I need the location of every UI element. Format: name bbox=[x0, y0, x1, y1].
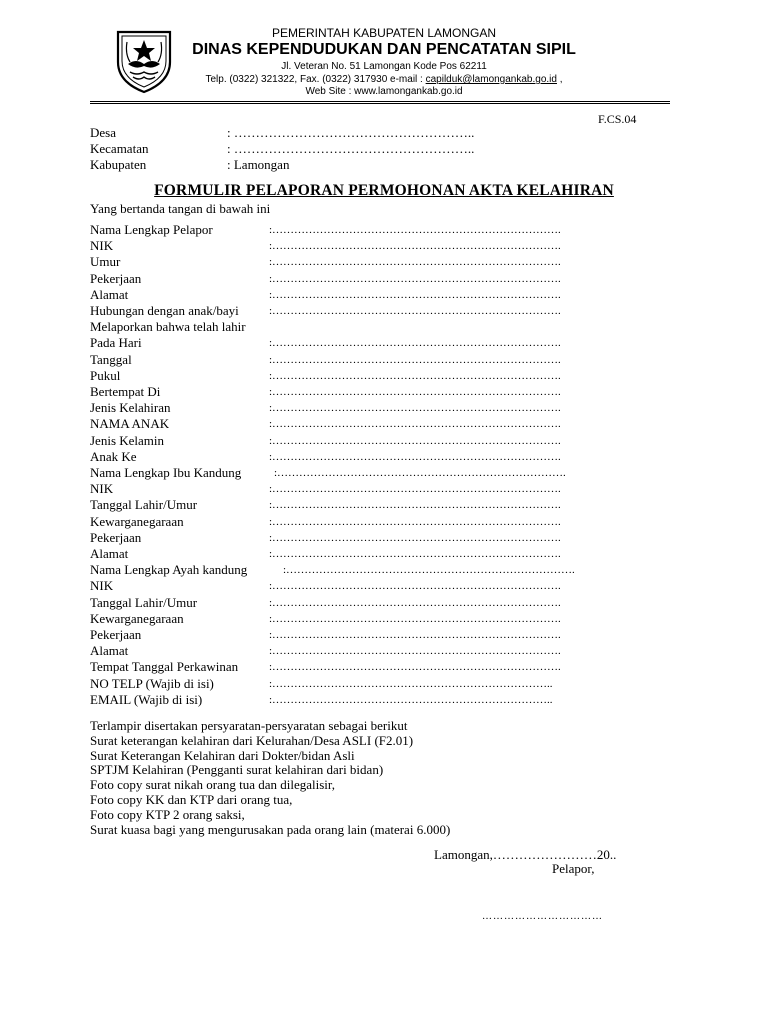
field-label: NIK bbox=[90, 578, 114, 594]
field-input-line[interactable]: :……………………………………………………………………. bbox=[269, 596, 561, 609]
field-label: Umur bbox=[90, 254, 121, 270]
field-input-line[interactable]: :……………………………………………………………………. bbox=[269, 288, 561, 301]
field-input-line[interactable]: :……………………………………………………………………. bbox=[269, 515, 561, 528]
attachment-item: Surat keterangan kelahiran dari Kelurahan/Desa ASLI (F2.01) bbox=[90, 732, 414, 748]
field-input-line[interactable]: :……………………………………………………………………. bbox=[269, 353, 561, 366]
government-name: PEMERINTAH KABUPATEN LAMONGAN bbox=[271, 26, 497, 40]
field-label: Nama Lengkap Ayah kandung bbox=[90, 562, 248, 578]
field-input-line[interactable]: :……………………………………………………………………. bbox=[269, 499, 561, 512]
field-label: NIK bbox=[90, 481, 114, 497]
field-label: Alamat bbox=[90, 546, 129, 561]
agency-address: Jl. Veteran No. 51 Lamongan Kode Pos 62211 bbox=[281, 61, 487, 72]
location-value[interactable]: : Lamongan bbox=[227, 157, 290, 172]
field-label: NAMA ANAK bbox=[90, 416, 170, 432]
field-input-line[interactable]: :……………………………………………………………………. bbox=[269, 240, 561, 253]
signature-place-date: Lamongan,……………………20.. bbox=[434, 847, 617, 862]
field-input-line[interactable]: :……………………………………………………………………. bbox=[269, 629, 561, 641]
location-label: Desa bbox=[90, 125, 116, 140]
field-input-line[interactable]: :……………………………………………………………………. bbox=[269, 337, 561, 350]
field-input-line[interactable]: :……………………………………………………………………. bbox=[269, 661, 561, 674]
field-input-line[interactable]: :………………………………………………………………….. bbox=[269, 677, 553, 690]
field-input-line[interactable]: :………………………………………………………………….. bbox=[269, 693, 553, 706]
attachment-item: Foto copy KTP 2 orang saksi, bbox=[90, 806, 245, 822]
field-label: Pekerjaan bbox=[90, 270, 142, 286]
field-input-line[interactable]: :……………………………………………………………………. bbox=[269, 434, 561, 447]
agency-contact bbox=[0, 74, 768, 85]
signature-line[interactable]: …………………………… bbox=[482, 911, 603, 922]
attachment-item: Surat Keterangan Kelahiran dari Dokter/bidan Asli bbox=[90, 747, 355, 763]
field-input-line[interactable]: :……………………………………………………………………. bbox=[269, 612, 561, 625]
field-input-line[interactable]: :……………………………………………………………………. bbox=[269, 418, 561, 431]
field-label: Jenis Kelamin bbox=[90, 432, 165, 448]
field-label: Kewarganegaraan bbox=[90, 513, 184, 529]
field-label: Tanggal bbox=[90, 351, 132, 367]
field-label: Kewarganegaraan bbox=[90, 610, 184, 626]
field-label: Tanggal Lahir/Umur bbox=[90, 594, 198, 610]
field-input-line[interactable]: :……………………………………………………………………. bbox=[269, 531, 561, 544]
field-label: NO TELP (Wajib di isi) bbox=[90, 675, 214, 691]
agency-name: DINAS KEPENDUDUKAN DAN PENCATATAN SIPIL bbox=[192, 41, 576, 58]
field-input-line[interactable]: :……………………………………………………………………. bbox=[269, 548, 561, 560]
field-input-line[interactable]: :……………………………………………………………………. bbox=[269, 305, 561, 317]
field-label: Pekerjaan bbox=[90, 627, 142, 642]
field-label: Alamat bbox=[90, 643, 129, 659]
attachment-item: Surat kuasa bagi yang mengurusakan pada orang lain (materai 6.000) bbox=[90, 821, 451, 837]
field-input-line[interactable]: :……………………………………………………………………. bbox=[269, 272, 561, 285]
form-code: F.CS.04 bbox=[598, 112, 637, 126]
field-label: Alamat bbox=[90, 286, 129, 302]
field-input-line[interactable]: :……………………………………………………………………. bbox=[269, 580, 561, 593]
field-input-line[interactable]: :……………………………………………………………………. bbox=[274, 467, 566, 479]
field-label: Tempat Tanggal Perkawinan bbox=[90, 659, 239, 675]
field-input-line[interactable]: :……………………………………………………………………. bbox=[269, 645, 561, 658]
attachment-item: SPTJM Kelahiran (Pengganti surat kelahiran dari bidan) bbox=[90, 762, 384, 778]
location-label: Kabupaten bbox=[90, 157, 147, 172]
field-label: Tanggal Lahir/Umur bbox=[90, 497, 198, 513]
field-input-line[interactable]: :……………………………………………………………………. bbox=[269, 386, 561, 398]
intro-text: Yang bertanda tangan di bawah ini bbox=[90, 201, 271, 216]
field-label: EMAIL (Wajib di isi) bbox=[90, 691, 203, 707]
email-link[interactable]: capilduk@lamongankab.go.id bbox=[425, 74, 557, 85]
field-input-line[interactable]: :……………………………………………………………………. bbox=[269, 450, 561, 463]
contact-text: Telp. (0322) 321322, Fax. (0322) 317930 e-mail : bbox=[205, 74, 426, 85]
attachments-intro: Terlampir disertakan persyaratan-persyaratan sebagai berikut bbox=[90, 718, 408, 733]
field-label: Bertempat Di bbox=[90, 384, 161, 399]
field-label: Pukul bbox=[90, 367, 121, 383]
attachment-item: Foto copy KK dan KTP dari orang tua, bbox=[90, 792, 293, 807]
field-input-line[interactable]: :……………………………………………………………………. bbox=[269, 483, 561, 496]
header-divider bbox=[90, 101, 670, 104]
location-value[interactable]: : ……………………………………………….. bbox=[227, 141, 475, 156]
field-label: NIK bbox=[90, 238, 114, 254]
field-label: Hubungan dengan anak/bayi bbox=[90, 303, 239, 318]
field-input-line[interactable]: :……………………………………………………………………. bbox=[269, 256, 561, 269]
field-label: Nama Lengkap Ibu Kandung bbox=[90, 465, 242, 480]
field-label: Jenis Kelahiran bbox=[90, 400, 171, 416]
field-input-line[interactable]: :……………………………………………………………………. bbox=[269, 369, 561, 382]
signature-role: Pelapor, bbox=[552, 861, 595, 876]
field-input-line[interactable]: :……………………………………………………………………. bbox=[269, 402, 561, 415]
field-label: Melaporkan bahwa telah lahir bbox=[90, 319, 246, 335]
location-value[interactable]: : ……………………………………………….. bbox=[227, 125, 475, 140]
field-input-line[interactable]: :……………………………………………………………………. bbox=[283, 564, 575, 577]
attachment-item: Foto copy surat nikah orang tua dan dilegalisir, bbox=[90, 777, 335, 793]
agency-website: Web Site : www.lamongankab.go.id bbox=[305, 86, 463, 97]
location-label: Kecamatan bbox=[90, 141, 149, 156]
field-label: Pekerjaan bbox=[90, 529, 142, 545]
contact-suffix: , bbox=[556, 74, 563, 85]
field-input-line[interactable]: :……………………………………………………………………. bbox=[269, 224, 561, 236]
field-label: Nama Lengkap Pelapor bbox=[90, 222, 213, 237]
field-label: Pada Hari bbox=[90, 335, 142, 351]
form-title: FORMULIR PELAPORAN PERMOHONAN AKTA KELAHIRAN bbox=[154, 182, 614, 199]
field-label: Anak Ke bbox=[90, 448, 137, 464]
